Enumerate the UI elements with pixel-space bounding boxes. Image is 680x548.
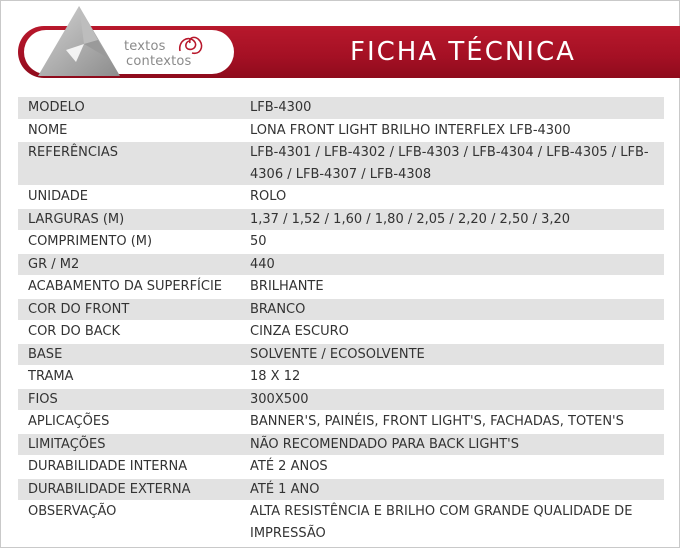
spec-row	[18, 411, 664, 434]
spec-row	[18, 366, 664, 389]
spec-label: REFERÊNCIAS	[18, 142, 246, 186]
spec-label: DURABILIDADE INTERNA	[28, 459, 188, 474]
spec-row	[18, 456, 664, 479]
spec-row	[18, 343, 664, 366]
spec-row	[18, 119, 664, 142]
spec-label: COMPRIMENTO (M)	[28, 234, 153, 249]
spec-row	[18, 321, 664, 344]
spec-label: LIMITAÇÕES	[18, 433, 246, 456]
spec-label: FIOS	[18, 388, 246, 411]
spec-value: 50	[250, 234, 267, 249]
spec-value: 440	[246, 253, 664, 276]
spec-row	[18, 298, 664, 321]
spec-value: LFB-4301 / LFB-4302 / LFB-4303 / LFB-4304 / LFB-4305 / LFB-4306 / LFB-4307 / LFB-4308	[246, 142, 664, 186]
spec-value: ALTA RESISTÊNCIA E BRILHO COM GRANDE QUALIDADE DE IMPRESSÃO	[250, 504, 633, 541]
spec-label: LARGURAS (M)	[18, 208, 246, 231]
spec-row	[18, 208, 664, 231]
spec-label: COR DO FRONT	[18, 298, 246, 321]
spec-value: BRILHANTE	[250, 279, 324, 294]
spec-label: DURABILIDADE EXTERNA	[18, 478, 246, 501]
spec-value: 300X500	[246, 388, 664, 411]
spec-value: 18 X 12	[250, 369, 301, 384]
spec-value: ATÉ 1 ANO	[246, 478, 664, 501]
page-title: FICHA TÉCNICA	[350, 37, 576, 67]
spec-label: TRAMA	[28, 369, 74, 384]
spec-label: ACABAMENTO DA SUPERFÍCIE	[28, 279, 223, 294]
spec-row	[18, 231, 664, 254]
brand-line-1: textos	[124, 39, 166, 54]
spec-row	[18, 253, 664, 276]
spec-row	[18, 388, 664, 411]
spec-table	[18, 97, 664, 545]
spec-value: BRANCO	[246, 298, 664, 321]
brand-line-2: contextos	[126, 54, 192, 69]
spec-value: BANNER'S, PAINÉIS, FRONT LIGHT'S, FACHADAS, TOTEN'S	[250, 414, 624, 429]
spec-value: LONA FRONT LIGHT BRILHO INTERFLEX LFB-4300	[250, 122, 571, 138]
spec-row	[18, 276, 664, 299]
spec-label: COR DO BACK	[28, 324, 121, 339]
spec-value: ROLO	[250, 189, 287, 204]
triangle-logo-icon	[36, 4, 122, 78]
spec-row	[18, 501, 664, 545]
spec-row	[18, 142, 664, 186]
spec-value: CINZA ESCURO	[250, 324, 349, 339]
spec-value: ATÉ 2 ANOS	[250, 459, 328, 474]
spec-label: UNIDADE	[28, 189, 88, 204]
spec-row	[18, 97, 664, 119]
spec-value: LFB-4300	[246, 97, 664, 119]
spec-value: NÃO RECOMENDADO PARA BACK LIGHT'S	[246, 433, 664, 456]
spec-label: GR / M2	[18, 253, 246, 276]
spec-label: APLICAÇÕES	[28, 414, 110, 429]
spec-value: 1,37 / 1,52 / 1,60 / 1,80 / 2,05 / 2,20 / 2,50 / 3,20	[246, 208, 664, 231]
spec-row	[18, 186, 664, 209]
spec-row	[18, 433, 664, 456]
spec-label: NOME	[28, 122, 68, 138]
spec-label: OBSERVAÇÃO	[28, 504, 117, 519]
spec-value: SOLVENTE / ECOSOLVENTE	[246, 343, 664, 366]
brand-wordmark	[124, 39, 224, 69]
spec-row	[18, 478, 664, 501]
spec-label: BASE	[18, 343, 246, 366]
spec-label: MODELO	[18, 97, 246, 119]
